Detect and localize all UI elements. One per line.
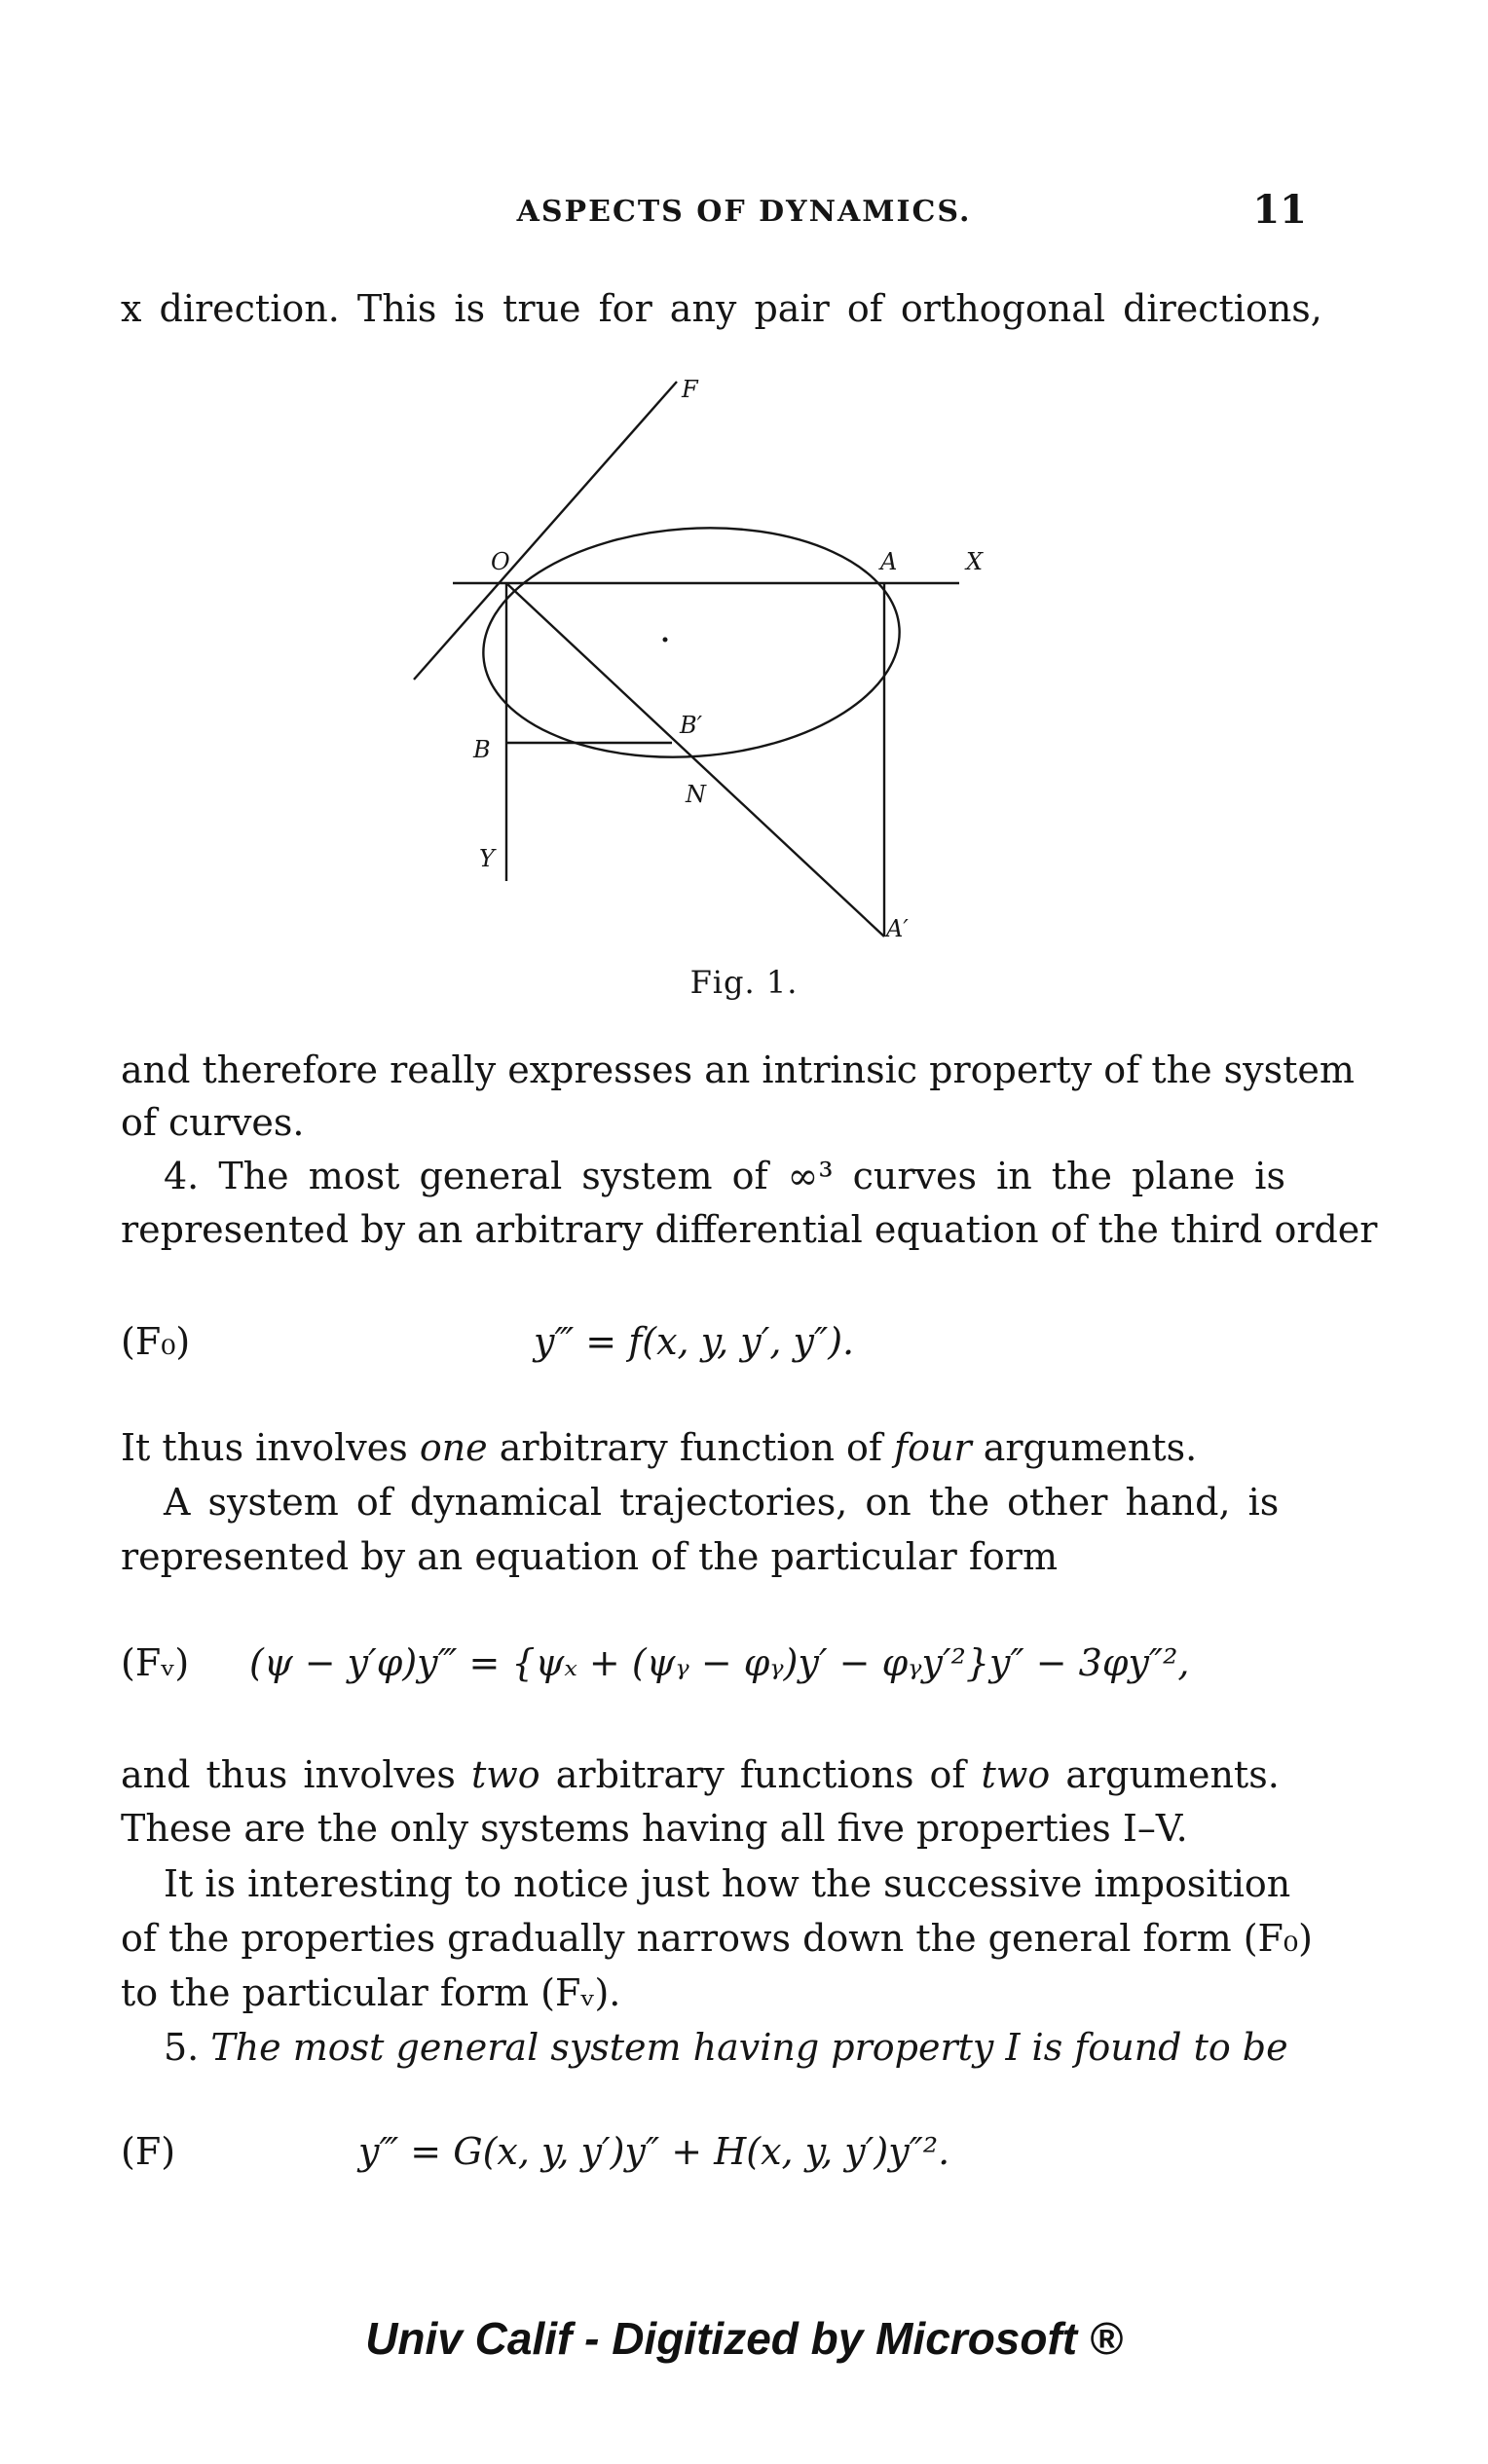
paragraph-line: and therefore really expresses an intrinsic property of the system [121,1048,1355,1091]
diagonal-line-oa [506,583,884,937]
page-number: 11 [1252,187,1307,233]
text-run: arguments. [1050,1753,1280,1796]
label-b-prime: B′ [680,712,703,739]
label-a-prime: A′ [886,915,909,942]
center-dot [663,638,668,643]
paragraph-3-line [121,1425,1301,1470]
paragraph-line: of the properties gradually narrows down the general form (F₀) [121,1917,1313,1960]
tangent-line-of [414,382,677,680]
running-header: ASPECTS OF DYNAMICS. [516,195,972,229]
label-x: X [966,548,984,575]
paragraph-line: of curves. [121,1101,305,1144]
paragraph-line: represented by an equation of the particular form [121,1535,1058,1578]
text-run: arguments. [971,1426,1198,1469]
label-f: F [682,376,698,403]
section-number: 5. [164,2026,211,2069]
intro-line: x direction. This is true for any pair of orthogonal directions, [121,287,1322,330]
label-y: Y [479,845,495,872]
equation-label-f: (F) [121,2130,176,2173]
equation-label-fv: (Fᵥ) [121,1641,190,1684]
paragraph-line: represented by an arbitrary differential equation of the third order [121,1208,1378,1251]
text-run: arbitrary functions of [539,1753,982,1796]
text-run: and thus involves [121,1753,471,1796]
italic-statement: The most general system having property I is found to be [210,2026,1288,2069]
paragraph-line: A system of dynamical trajectories, on the other hand, is [164,1481,1280,1524]
digitization-footer: Univ Calif - Digitized by Microsoft ® [365,2313,1123,2364]
paragraph-line: It is interesting to notice just how the successive imposition [164,1862,1291,1905]
figure-caption: Fig. 1. [689,964,799,1001]
paragraph-line: These are the only systems having all five properties I–V. [121,1807,1188,1850]
emphasis-text: two [981,1753,1051,1796]
text-run: It thus involves [121,1426,420,1469]
equation-fv: (ψ − y′φ)y‴ = {ψₓ + (ψᵧ − φᵧ)y′ − φᵧy′²}y″ − 3φy″², [249,1641,1190,1684]
paragraph-5-line [121,1752,1301,1797]
equation-f0: y‴ = f(x, y, y′, y″). [534,1320,855,1363]
equation-label-f0: (F₀) [121,1320,191,1363]
label-o: O [491,548,510,575]
emphasis-text: one [419,1426,488,1469]
emphasis-text: two [471,1753,540,1796]
paragraph-line: to the particular form (Fᵥ). [121,1971,621,2014]
equation-f: y‴ = G(x, y, y′)y″ + H(x, y, y′)y″². [358,2130,950,2173]
paragraph-7-line [164,2025,1301,2070]
paragraph-line: 4. The most general system of ∞³ curves in the plane is [164,1155,1285,1197]
label-b: B [473,736,491,763]
figure-1-diagram [390,370,1071,954]
label-n: N [686,781,706,808]
text-run: arbitrary function of [487,1426,895,1469]
label-a: A [880,548,898,575]
emphasis-text: four [894,1426,972,1469]
